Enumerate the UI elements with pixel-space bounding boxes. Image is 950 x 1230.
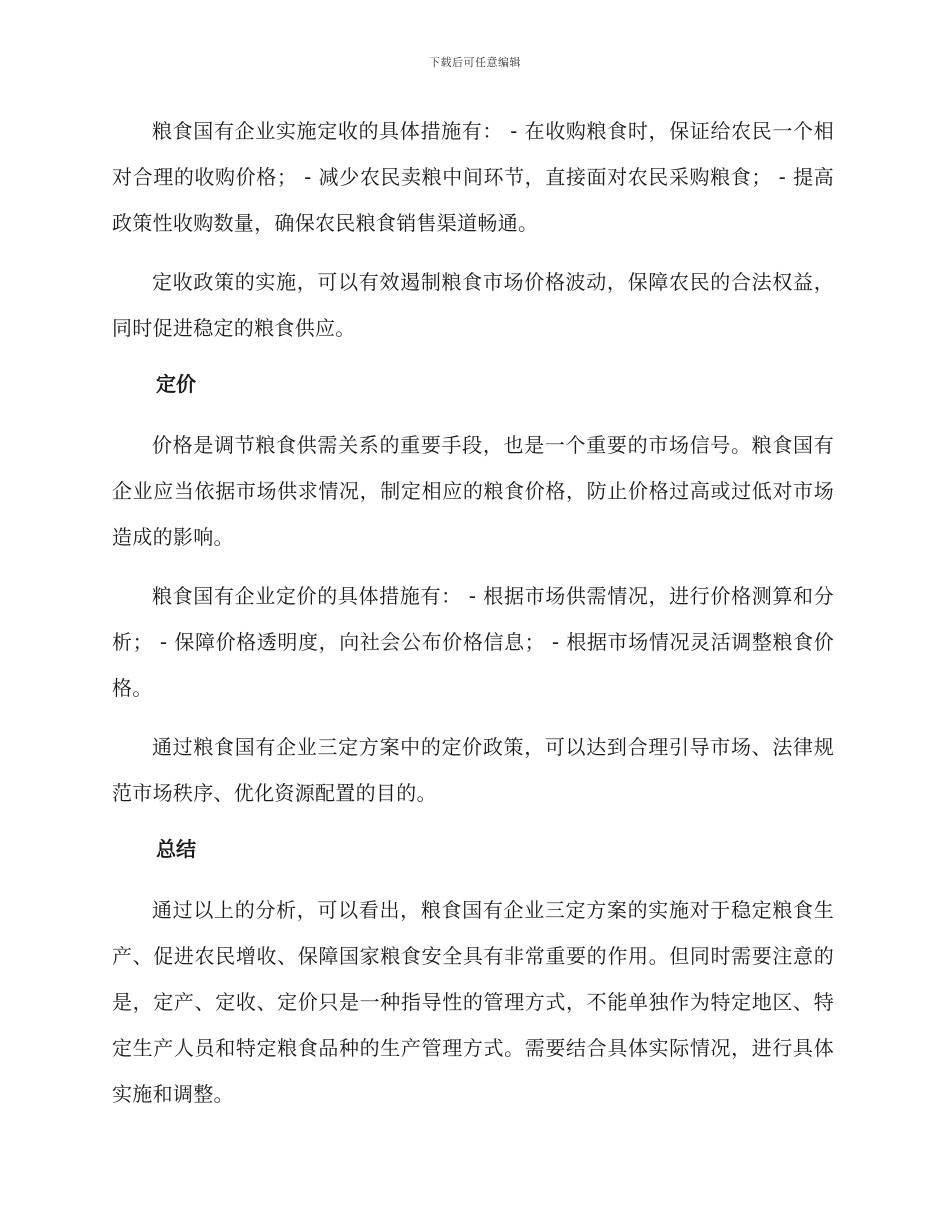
section-heading-pricing: 定价 (156, 372, 196, 396)
paragraph-summary: 通过以上的分析，可以看出，粮食国有企业三定方案的实施对于稳定粮食生产、促进农民增收、保障国家粮食安全具有非常重要的作用。但同时需要注意的是，定产、定收、定价只是一种指导性的管理方式，不能单独作为特定地区、特定生产人员和特定粮食品种的生产管理方式。需要结合具体实际情况，进行具体实施和调整。 (112, 898, 834, 1106)
section-heading-summary: 总结 (156, 837, 196, 861)
page-header: 下载后可任意编辑 (429, 56, 521, 69)
paragraph-collection-measures: 粮食国有企业实施定收的具体措施有： - 在收购粮食时，保证给农民一个相对合理的收购价格； - 减少农民卖粮中间环节，直接面对农民采购粮食； - 提高政策性收购数量，确保农民粮食销售渠道畅通。 (112, 119, 834, 235)
paragraph-collection-effects: 定收政策的实施，可以有效遏制粮食市场价格波动，保障农民的合法权益，同时促进稳定的粮食供应。 (112, 270, 834, 340)
paragraph-pricing-measures: 粮食国有企业定价的具体措施有： - 根据市场供需情况，进行价格测算和分析； - 保障价格透明度，向社会公布价格信息； - 根据市场情况灵活调整粮食价格。 (112, 584, 834, 700)
paragraph-pricing-goals: 通过粮食国有企业三定方案中的定价政策，可以达到合理引导市场、法律规范市场秩序、优化资源配置的目的。 (112, 735, 834, 805)
document-body (112, 108, 834, 1130)
paragraph-pricing-intro: 价格是调节粮食供需关系的重要手段，也是一个重要的市场信号。粮食国有企业应当依据市场供求情况，制定相应的粮食价格，防止价格过高或过低对市场造成的影响。 (112, 433, 834, 549)
